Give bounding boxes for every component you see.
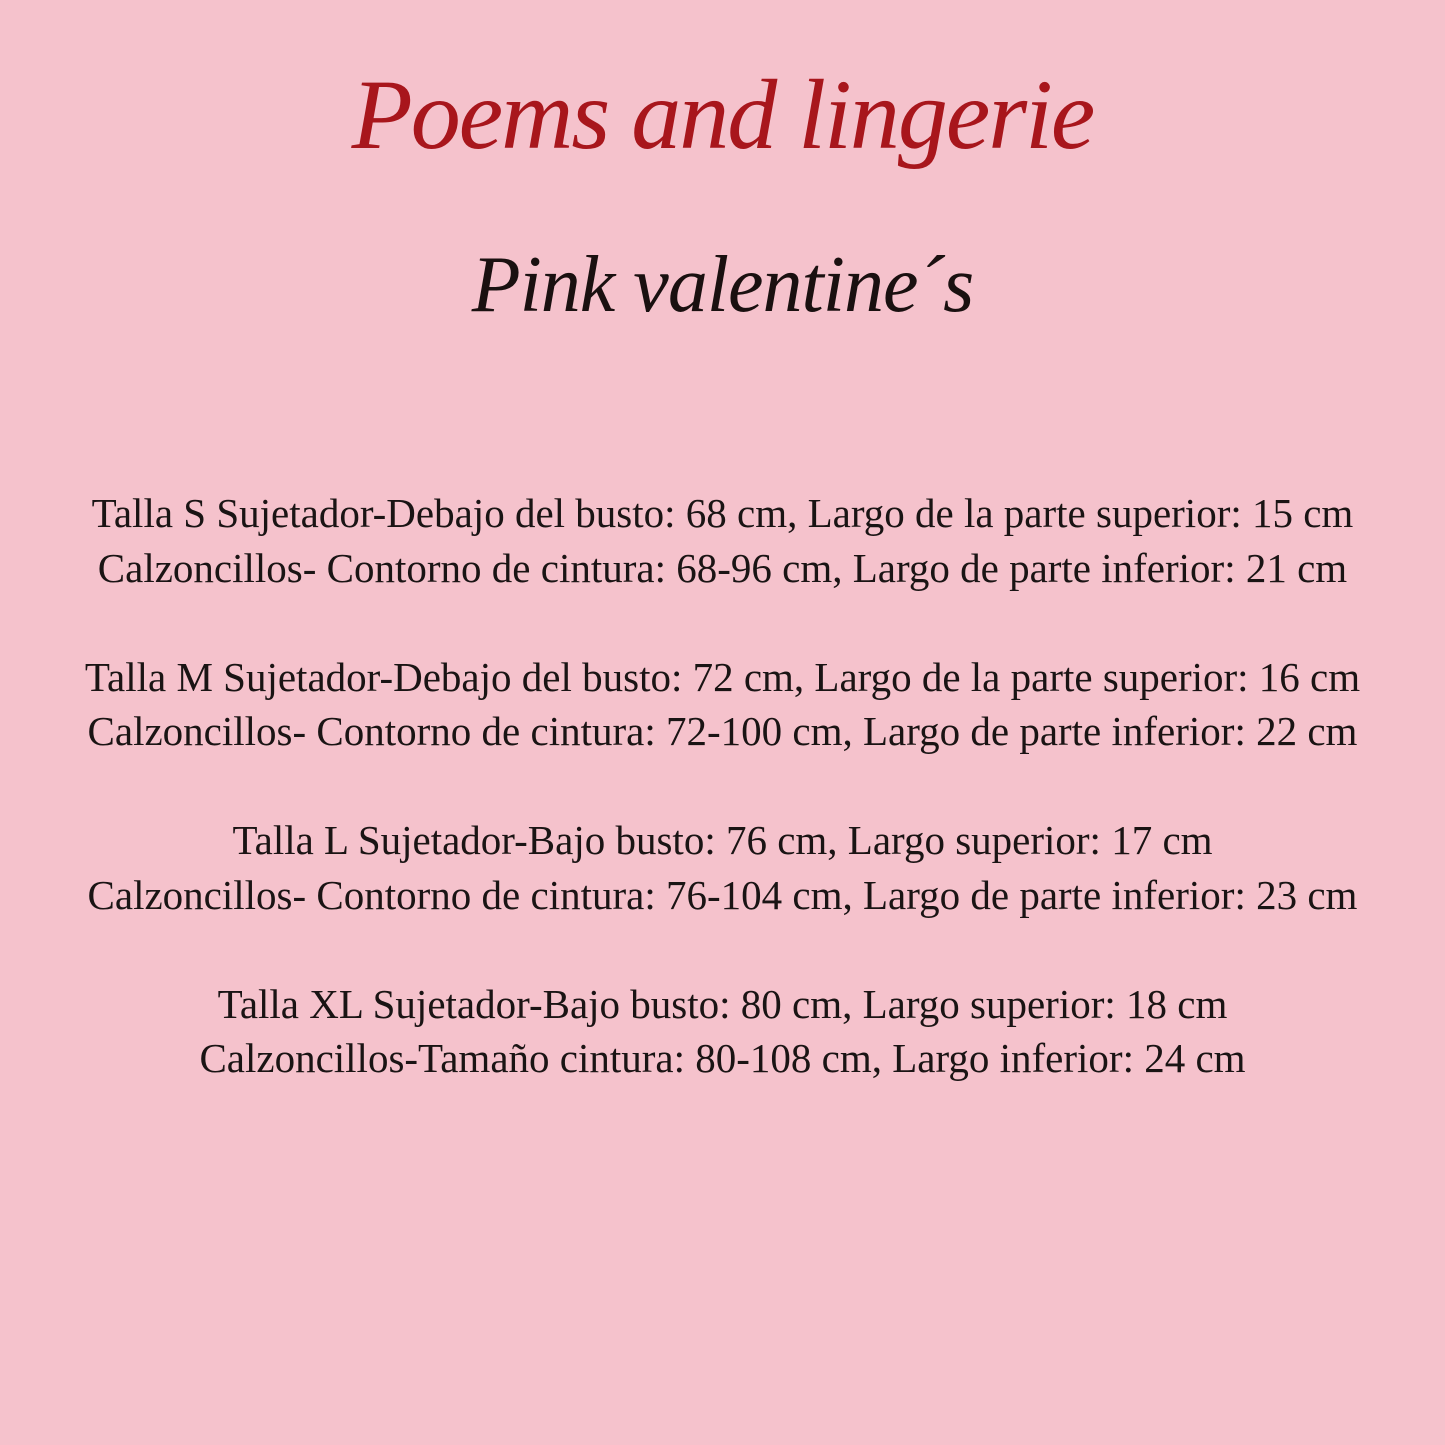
bra-measurements-s: Talla S Sujetador-Debajo del busto: 68 cm, Largo de la parte superior: 15 cm	[91, 490, 1354, 536]
briefs-measurements-s: Calzoncillos- Contorno de cintura: 68-96 cm, Largo de parte inferior: 21 cm	[97, 544, 1348, 591]
briefs-measurements-l: Calzoncillos- Contorno de cintura: 76-104 cm, Largo de parte inferior: 23 cm	[87, 871, 1358, 918]
size-block-l	[60, 813, 1385, 922]
size-block-xl	[60, 977, 1385, 1086]
bra-measurements-xl: Talla XL Sujetador-Bajo busto: 80 cm, Largo superior: 18 cm	[217, 980, 1228, 1027]
bra-measurements-l: Talla L Sujetador-Bajo busto: 76 cm, Largo superior: 17 cm	[232, 817, 1213, 863]
size-block-m	[60, 650, 1385, 759]
bra-measurements-m: Talla M Sujetador-Debajo del busto: 72 cm, Largo de la parte superior: 16 cm	[84, 653, 1361, 700]
collection-title: Pink valentine´s	[471, 241, 974, 329]
briefs-measurements-m: Calzoncillos- Contorno de cintura: 72-100 cm, Largo de parte inferior: 22 cm	[87, 708, 1358, 754]
briefs-measurements-xl: Calzoncillos-Tamaño cintura: 80-108 cm, Largo inferior: 24 cm	[199, 1035, 1246, 1081]
size-block-s	[60, 486, 1385, 595]
size-guide	[60, 486, 1385, 1086]
brand-title: Poems and lingerie	[351, 59, 1094, 170]
